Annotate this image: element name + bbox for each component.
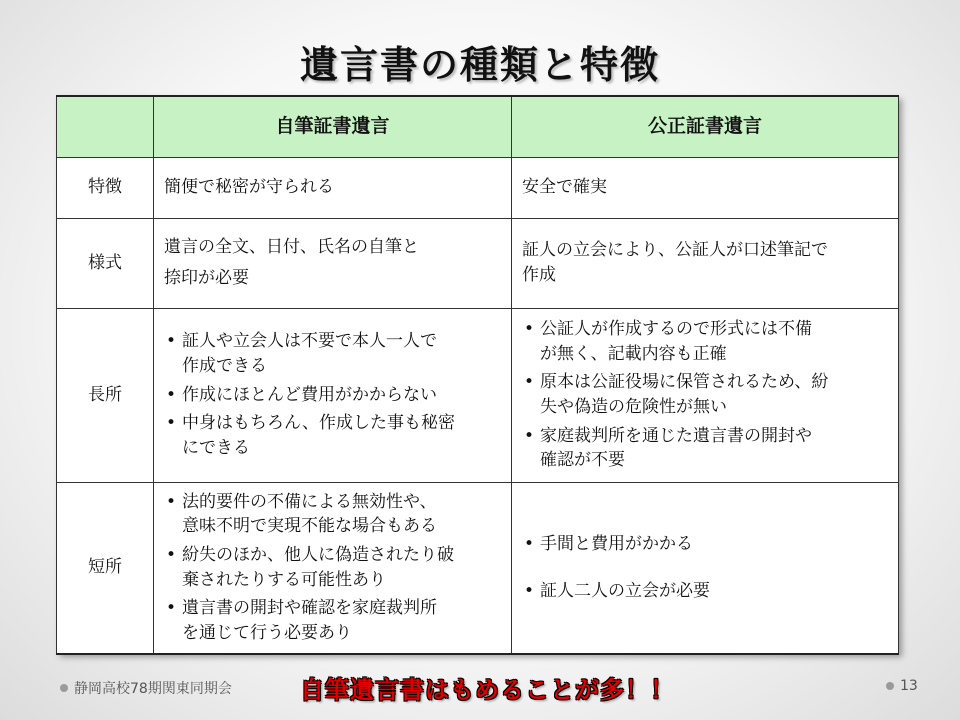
cell-holographic: 簡便で秘密が守られる <box>154 157 512 218</box>
footer-page <box>886 678 918 694</box>
list-item: • 紛失のほか、他人に偽造されたり破 棄されたりする可能性あり <box>164 543 501 592</box>
list-item: • 遺言書の開封や確認を家庭裁判所 を通じて行う必要あり <box>164 596 501 645</box>
list-item: • 証人二人の立会が必要 <box>522 579 888 604</box>
cell-notarial <box>512 482 899 654</box>
bullet-list <box>522 532 888 603</box>
row-label: 短所 <box>57 482 154 654</box>
cell-line: 証人の立会により、公証人が口述筆記で <box>522 240 828 261</box>
bullet-list <box>164 490 501 646</box>
page-number: 13 <box>900 678 918 694</box>
header-notarial-will: 公正証書遺言 <box>512 96 899 157</box>
table-row-format <box>57 218 899 308</box>
cell-notarial <box>512 308 899 482</box>
list-item: • 原本は公証役場に保管されるため、紛 失や偽造の危険性が無い <box>522 370 888 419</box>
list-item: • 公証人が作成するので形式には不備 が無く、記載内容も正確 <box>522 317 888 366</box>
cell-holographic <box>154 482 512 654</box>
bullet-dot-icon <box>886 682 894 690</box>
bullet-dot-icon <box>60 684 68 692</box>
cell-notarial: 安全で確実 <box>512 157 899 218</box>
row-label: 様式 <box>57 218 154 308</box>
list-item: • 中身はもちろん、作成した事も秘密 にできる <box>164 411 501 460</box>
row-label: 長所 <box>57 308 154 482</box>
cell-holographic <box>154 218 512 308</box>
cell-line: 遺言の全文、日付、氏名の自筆と <box>164 237 419 258</box>
table-row-advantages <box>57 308 899 482</box>
header-empty-cell <box>57 96 154 157</box>
comparison-table <box>56 95 899 655</box>
list-item: • 証人や立会人は不要で本人一人で 作成できる <box>164 329 501 378</box>
bullet-list <box>164 329 501 460</box>
callout-text: 自筆遺言書はもめることが多！！ <box>300 676 675 704</box>
row-label: 特徴 <box>57 157 154 218</box>
cell-notarial <box>512 218 899 308</box>
table-row-disadvantages <box>57 482 899 654</box>
list-item: • 作成にほとんど費用がかからない <box>164 383 501 408</box>
cell-line: 捺印が必要 <box>164 268 249 288</box>
table-header-row <box>57 96 899 157</box>
organization-label: 静岡高校78期関東同期会 <box>74 681 232 697</box>
table-row-features <box>57 157 899 218</box>
list-item: • 家庭裁判所を通じた遺言書の開封や 確認が不要 <box>522 424 888 473</box>
list-item: • 手間と費用がかかる <box>522 532 888 557</box>
cell-line: 作成 <box>522 265 556 285</box>
footer-organization <box>60 678 232 698</box>
cell-holographic <box>154 308 512 482</box>
list-item: • 法的要件の不備による無効性や、 意味不明で実現不能な場合もある <box>164 490 501 539</box>
header-holographic-will: 自筆証書遺言 <box>154 96 512 157</box>
bullet-list <box>522 317 888 473</box>
slide-title: 遺言書の種類と特徴 <box>299 43 660 87</box>
